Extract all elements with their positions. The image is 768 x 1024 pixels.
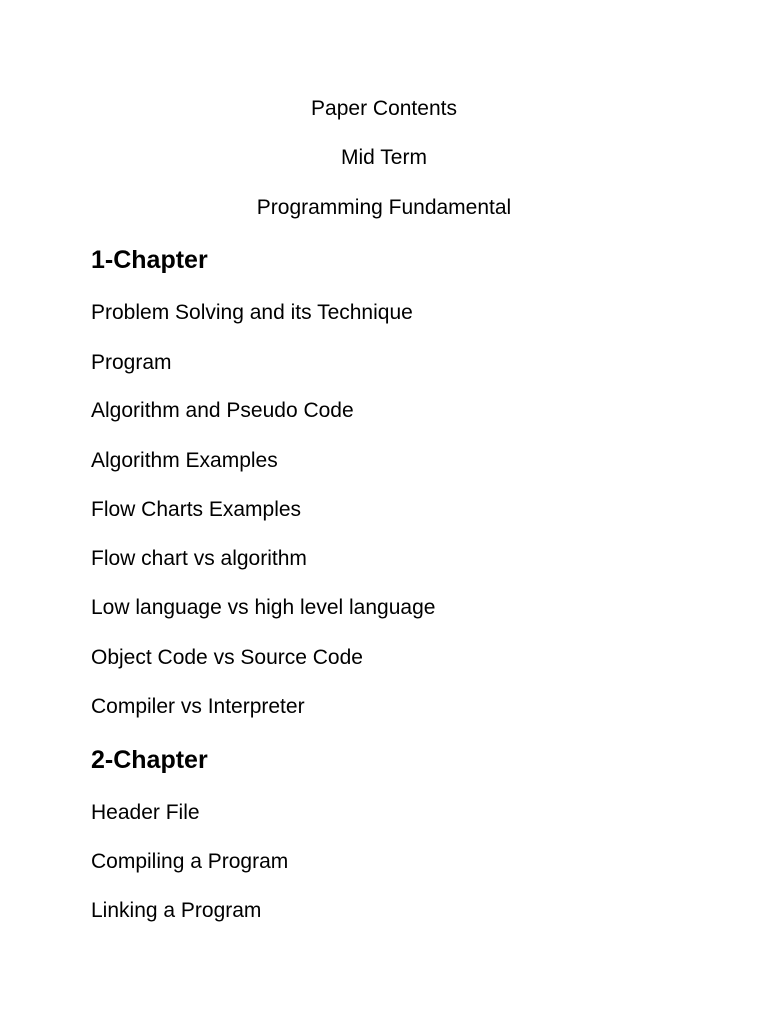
chapter-1-heading: 1-Chapter	[91, 246, 208, 274]
chapter-1-topic: Flow Charts Examples	[91, 498, 302, 521]
chapter-1-topic: Algorithm Examples	[91, 449, 278, 472]
exam-term: Mid Term	[341, 146, 427, 169]
paper-title: Paper Contents	[311, 97, 457, 120]
chapter-2-heading: 2-Chapter	[91, 746, 208, 774]
chapter-2-topic: Compiling a Program	[91, 850, 289, 873]
chapter-1-topic: Low language vs high level language	[91, 596, 436, 619]
chapter-2-topic: Linking a Program	[91, 899, 262, 922]
chapter-1-topic: Object Code vs Source Code	[91, 646, 363, 669]
chapter-1-topic: Program	[91, 351, 172, 374]
course-name: Programming Fundamental	[256, 196, 512, 219]
chapter-2-topic: Header File	[91, 801, 200, 824]
chapter-1-topic: Problem Solving and its Technique	[91, 301, 413, 324]
chapter-1-topic: Compiler vs Interpreter	[91, 695, 305, 718]
chapter-1-topic: Flow chart vs algorithm	[91, 547, 307, 570]
chapter-1-topic: Algorithm and Pseudo Code	[91, 399, 354, 422]
